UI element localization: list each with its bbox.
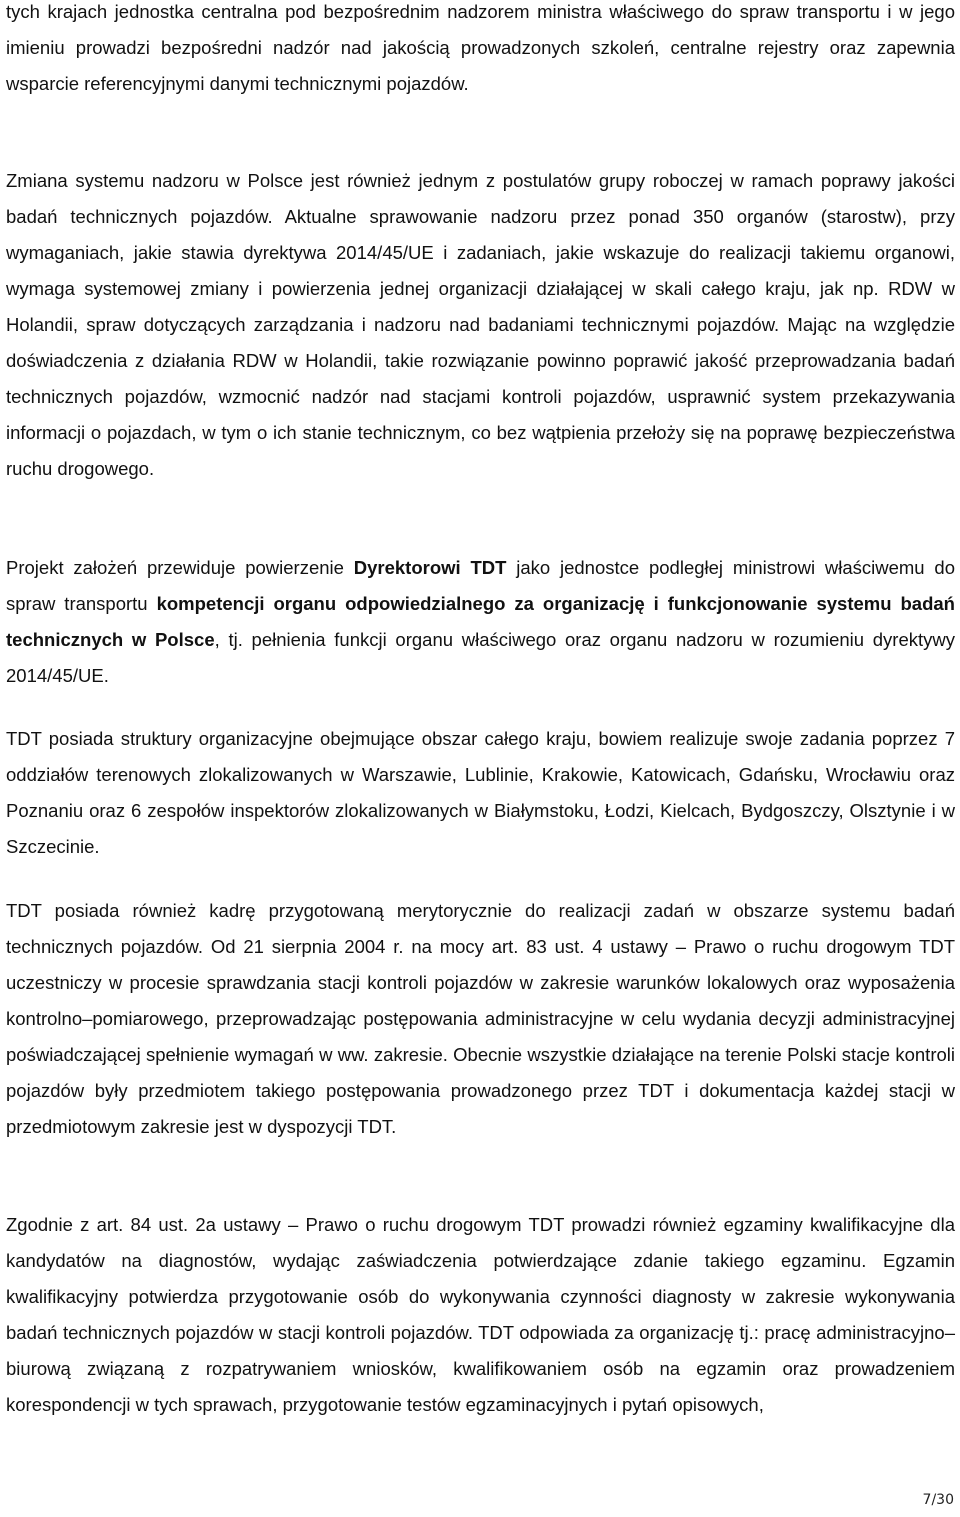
paragraph-1 [6,0,955,102]
paragraph-3-bold-a: Dyrektorowi TDT [353,557,507,578]
paragraph-2-text: Zmiana systemu nadzoru w Polsce jest również jednym z postulatów grupy roboczej w ramach poprawy jakości badań technicznych pojazdów. Aktualne sprawowanie nadzoru przez ponad 350 organów (starostw), przy wymaganiach, jakie stawia dyrektywa 2014/45/UE i zadaniach, jakie wskazuje do realizacji takiemu organowi, wymaga systemowej zmiany i powierzenia jednej organizacji działającej w skali całego kraju, jak np. RDW w Holandii, spraw dotyczących zarządzania i nadzoru nad badaniami technicznymi pojazdów. Mając na względzie doświadczenia z działania RDW w Holandii, takie rozwiązanie powinno poprawić jakość przeprowadzania badań technicznych pojazdów, wzmocnić nadzór nad stacjami kontroli pojazdów, usprawnić system przekazywania informacji o pojazdach, w tym o ich stanie technicznym, co bez wątpienia przełoży się na poprawę bezpieczeństwa ruchu drogowego. [6,170,955,479]
paragraph-6 [6,1207,955,1423]
paragraph-6-text: Zgodnie z art. 84 ust. 2a ustawy – Prawo o ruchu drogowym TDT prowadzi również egzaminy kwalifikacyjne dla kandydatów na diagnostów, wydając zaświadczenia potwierdzające zdanie takiego egzaminu. Egzamin kwalifikacyjny potwierdza przygotowanie osób do wykonywania czynności diagnosty w zakresie wykonywania badań technicznych pojazdów w stacji kontroli pojazdów. TDT odpowiada za organizację tj.: pracę administracyjno–biurową związaną z rozpatrywaniem wniosków, kwalifikowaniem osób na egzamin oraz prowadzeniem korespondencji w tych sprawach, przygotowanie testów egzaminacyjnych i pytań opisowych, [6,1214,955,1415]
paragraph-3-text-c: , tj. pełnienia funkcji organu właściwego oraz organu nadzoru w rozumieniu dyrektywy 2014/45/UE. [6,629,955,686]
paragraph-1-text: tych krajach jednostka centralna pod bezpośrednim nadzorem ministra właściwego do spraw transportu i w jego imieniu prowadzi bezpośredni nadzór nad jakością prowadzonych szkoleń, centralne rejestry oraz zapewnia wsparcie referencyjnymi danymi technicznymi pojazdów. [6,1,955,94]
paragraph-3 [6,550,955,694]
paragraph-5 [6,893,955,1145]
paragraph-2 [6,163,955,487]
paragraph-4-text: TDT posiada struktury organizacyjne obejmujące obszar całego kraju, bowiem realizuje swoje zadania poprzez 7 oddziałów terenowych zlokalizowanych w Warszawie, Lublinie, Krakowie, Katowicach, Gdańsku, Wrocławiu oraz Poznaniu oraz 6 zespołów inspektorów zlokalizowanych w Białymstoku, Łodzi, Kielcach, Bydgoszczy, Olsztynie i w Szczecinie. [6,728,955,857]
paragraph-3-text-a: Projekt założeń przewiduje powierzenie [6,557,354,578]
page-number: 7/30 [922,1492,954,1508]
paragraph-3-bold-b: kompetencji organu odpowiedzialnego za organizację i funkcjonowanie systemu badań technicznych w Polsce [6,593,955,650]
paragraph-5-text: TDT posiada również kadrę przygotowaną merytorycznie do realizacji zadań w obszarze systemu badań technicznych pojazdów. Od 21 sierpnia 2004 r. na mocy art. 83 ust. 4 ustawy – Prawo o ruchu drogowym TDT uczestniczy w procesie sprawdzania stacji kontroli pojazdów w zakresie warunków lokalowych oraz wyposażenia kontrolno–pomiarowego, przeprowadzając postępowania administracyjne w celu wydania decyzji administracyjnej poświadczającej spełnienie wymagań w ww. zakresie. Obecnie wszystkie działające na terenie Polski stacje kontroli pojazdów były przedmiotem takiego postępowania prowadzonego przez TDT i dokumentacja każdej stacji w przedmiotowym zakresie jest w dyspozycji TDT. [6,900,955,1137]
paragraph-4 [6,721,955,865]
paragraph-3-text-b: jako jednostce podległej ministrowi właściwemu do spraw transportu [6,557,955,614]
